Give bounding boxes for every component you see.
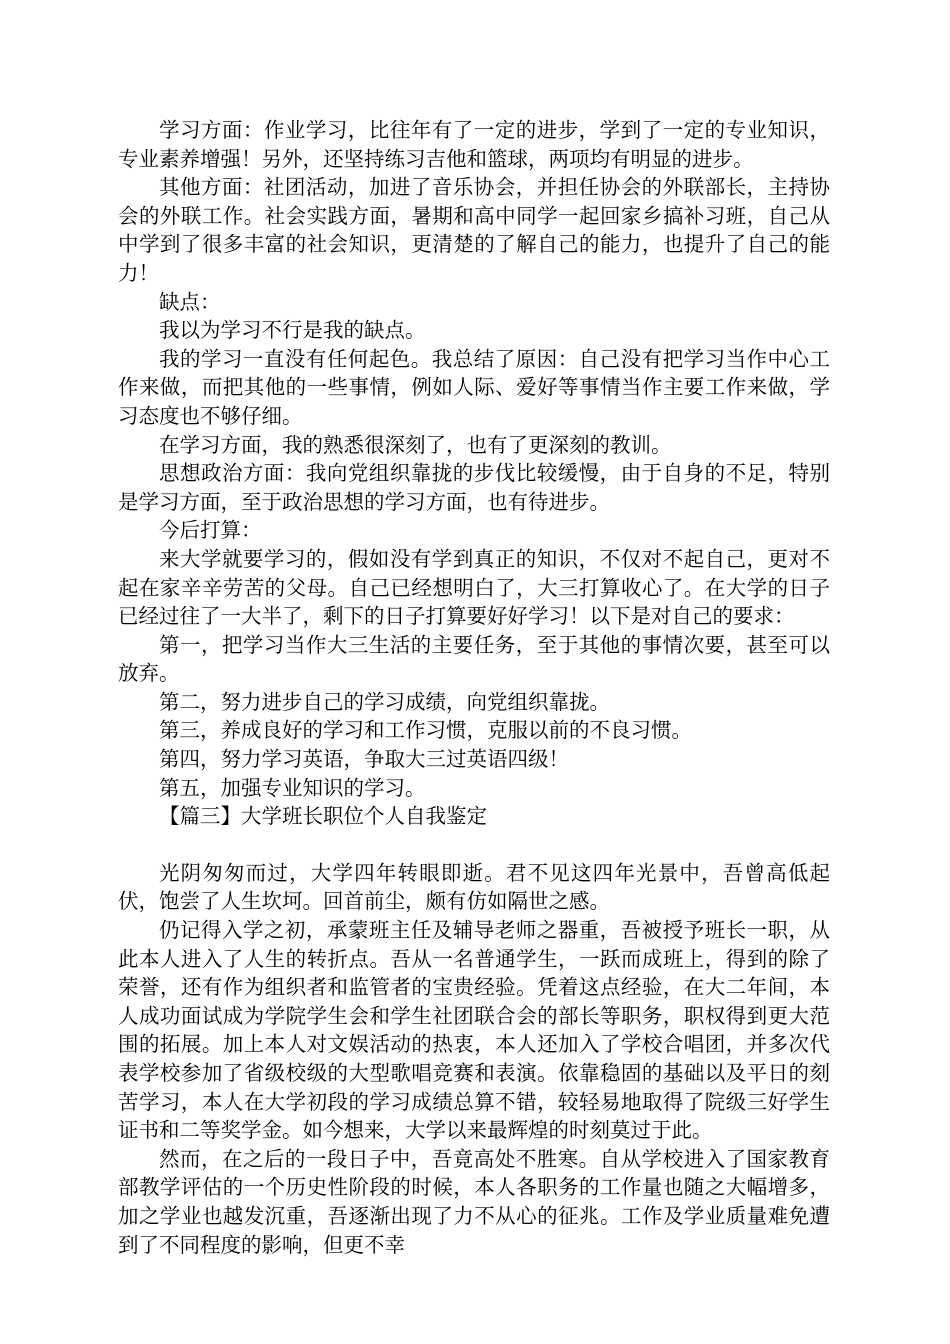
paragraph: 思想政治方面：我向党组织靠拢的步伐比较缓慢，由于自身的不足，特别是学习方面，至于政治思想的学习方面，也有待进步。 (118, 461, 830, 514)
paragraph: 然而，在之后的一段日子中，吾竟高处不胜寒。自从学校进入了国家教育部教学评估的一个历史性阶段的时候，本人各职务的工作量也随之大幅增多，加之学业也越发沉重，吾逐渐出现了力不从心的征兆。工作及学业质量难免遭到了不同程度的影响，但更不幸 (118, 1146, 830, 1257)
paragraph: 第三，养成良好的学习和工作习惯，克服以前的不良习惯。 (159, 718, 692, 743)
paragraph: 今后打算： (159, 518, 262, 543)
paragraph: 来大学就要学习的，假如没有学到真正的知识，不仅对不起自己，更对不起在家辛辛劳苦的父母。自己已经想明白了，大三打算收心了。在大学的日子已经过往了一大半了，剩下的日子打算要好好学习！以下是对自己的要求： (118, 546, 830, 629)
paragraph: 第一，把学习当作大三生活的主要任务，至于其他的事情次要，甚至可以放弃。 (118, 632, 830, 686)
section-heading: 【篇三】大学班长职位个人自我鉴定 (159, 804, 487, 829)
paragraph: 仍记得入学之初，承蒙班主任及辅导老师之器重，吾被授予班长一职，从此本人进入了人生的转折点。吾从一名普通学生，一跃而成班上，得到的除了荣誉，还有作为组织者和监管者的宝贵经验。凭着这点经验，在大二年间，本人成功面试成为学院学生会和学生社团联合会的部长等职务，职权得到更大范围的拓展。加上本人对文娱活动的热衷，本人还加入了学校合唱团，并多次代表学校参加了省级校级的大型歌唱竞赛和表演。依靠稳固的基础以及平日的刻苦学习，本人在大学初段的学习成绩总算不错，较轻易地取得了院级三好学生证书和二等奖学金。如今想来，大学以来最辉煌的时刻莫过于此。 (118, 918, 830, 1143)
blank-line (118, 831, 830, 859)
paragraph: 缺点： (159, 289, 221, 314)
paragraph: 我的学习一直没有任何起色。我总结了原因：自己没有把学习当作中心工作来做，而把其他的一些事情，例如人际、爱好等事情当作主要工作来做，学习态度也不够仔细。 (118, 346, 830, 428)
paragraph: 学习方面：作业学习，比往年有了一定的进步，学到了一定的专业知识，专业素养增强！另外，还坚持练习吉他和篮球，两项均有明显的进步。 (118, 118, 830, 171)
paragraph: 第五，加强专业知识的学习。 (159, 775, 426, 800)
document-body-part2 (118, 859, 830, 1259)
paragraph: 光阴匆匆而过，大学四年转眼即逝。君不见这四年光景中，吾曾高低起伏，饱尝了人生坎坷。回首前尘，颇有仿如隔世之感。 (118, 860, 830, 914)
paragraph: 第二，努力进步自己的学习成绩，向党组织靠拢。 (159, 689, 610, 714)
paragraph: 在学习方面，我的熟悉很深刻了，也有了更深刻的教训。 (159, 432, 672, 457)
paragraph: 其他方面：社团活动，加进了音乐协会，并担任协会的外联部长，主持协会的外联工作。社会实践方面，暑期和高中同学一起回家乡搞补习班，自己从中学到了很多丰富的社会知识，更清楚的了解自己的能力，也提升了自己的能力！ (118, 175, 830, 285)
document-body-part1 (118, 116, 830, 831)
paragraph: 我以为学习不行是我的缺点。 (159, 318, 426, 343)
paragraph: 第四，努力学习英语，争取大三过英语四级！ (159, 747, 569, 772)
